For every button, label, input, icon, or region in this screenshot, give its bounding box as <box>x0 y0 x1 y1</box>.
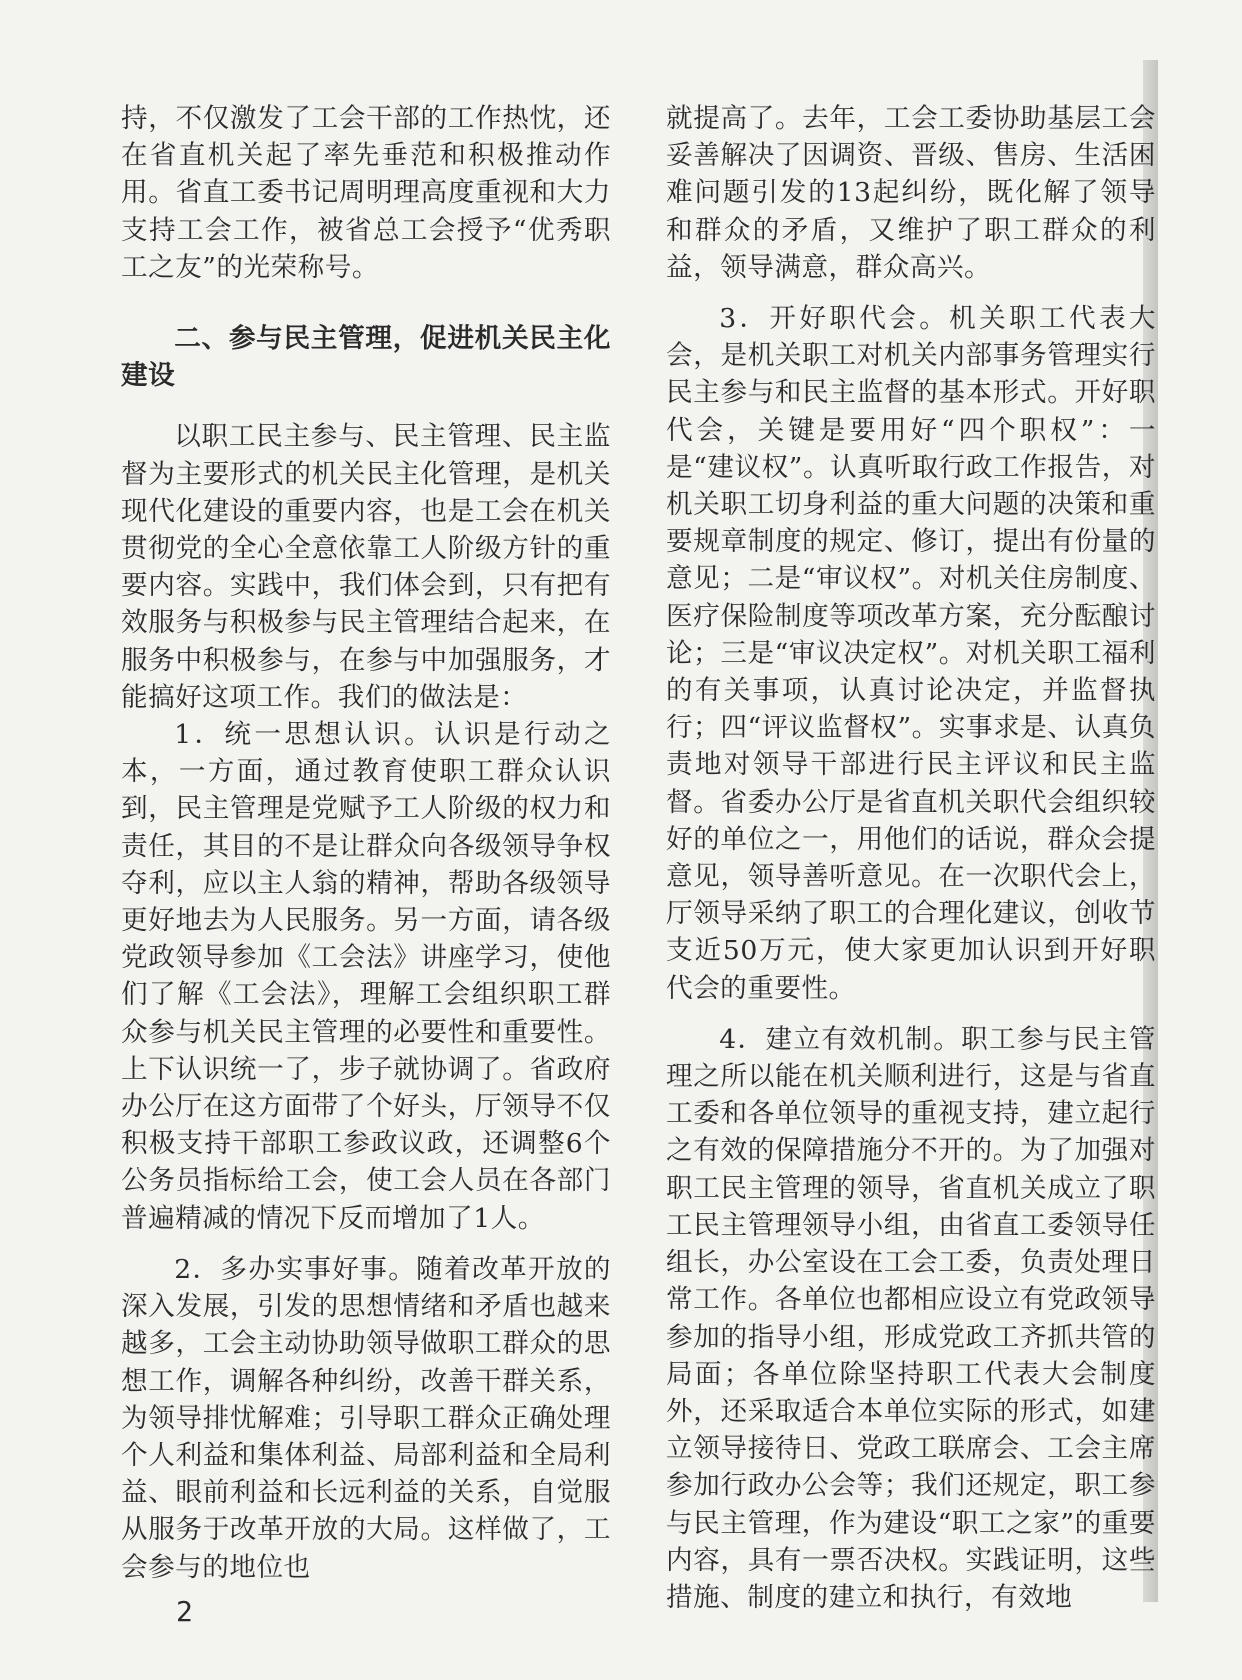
paragraph: 4．建立有效机制。职工参与民主管理之所以能在机关顺利进行，这是与省直工委和各单位领导的重视支持，建立起行之有效的保障措施分不开的。为了加强对职工民主管理的领导，省直机关成立了职工民主管理领导小组，由省直工委领导任组长，办公室设在工会工委，负责处理日常工作。各单位也都相应设立有党政领导参加的指导小组，形成党政工齐抓共管的局面；各单位除坚持职工代表大会制度外，还采取适合本单位实际的形式，如建立领导接待日、党政工联席会、工会主席参加行政办公会等；我们还规定，职工参与民主管理，作为建设“职工之家”的重要内容，具有一票否决权。实践证明，这些措施、制度的建立和执行，有效地 <box>666 1023 1156 1613</box>
page-number: 2 <box>176 1595 193 1628</box>
paragraph: 持，不仅激发了工会干部的工作热忱，还在省直机关起了率先垂范和积极推动作用。省直工委书记周明理高度重视和大力支持工会工作，被省总工会授予“优秀职工之友”的光荣称号。 <box>121 103 611 283</box>
paragraph: 就提高了。去年，工会工委协助基层工会妥善解决了因调资、晋级、售房、生活困难问题引发的13起纠纷，既化解了领导和群众的矛盾，又维护了职工群众的利益，领导满意，群众高兴。 <box>666 103 1156 283</box>
left-column <box>121 100 611 1586</box>
paragraph: 2．多办实事好事。随着改革开放的深入发展，引发的思想情绪和矛盾也越来越多，工会主动协助领导做职工群众的思想工作，调解各种纠纷，改善干群关系，为领导排忧解难；引导职工群众正确处理个人利益和集体利益、局部利益和全局利益、眼前利益和长远利益的关系，自觉服从服务于改革开放的大局。这样做了，工会参与的地位也 <box>121 1253 611 1583</box>
paragraph: 以职工民主参与、民主管理、民主监督为主要形式的机关民主化管理，是机关现代化建设的重要内容，也是工会在机关贯彻党的全心全意依靠工人阶级方针的重要内容。实践中，我们体会到，只有把有效服务与积极参与民主管理结合起来，在服务中积极参与，在参与中加强服务，才能搞好这项工作。我们的做法是： <box>121 421 611 713</box>
paragraph: 3．开好职代会。机关职工代表大会，是机关职工对机关内部事务管理实行民主参与和民主监督的基本形式。开好职代会，关键是要用好“四个职权”：一是“建议权”。认真听取行政工作报告，对机关职工切身利益的重大问题的决策和重要规章制度的规定、修订，提出有份量的意见；二是“审议权”。对机关住房制度、医疗保险制度等项改革方案，充分酝酿讨论；三是“审议决定权”。对机关职工福利的有关事项，认真讨论决定，并监督执行；四“评议监督权”。实事求是、认真负责地对领导干部进行民主评议和民主监督。省委办公厅是省直机关职代会组织较好的单位之一，用他们的话说，群众会提意见，领导善听意见。在一次职代会上，厅领导采纳了职工的合理化建议，创收节支近50万元，使大家更加认识到开好职代会的重要性。 <box>666 303 1156 1004</box>
paragraph: 1．统一思想认识。认识是行动之本，一方面，通过教育使职工群众认识到，民主管理是党赋予工人阶级的权力和责任，其目的不是让群众向各级领导争权夺利，应以主人翁的精神，帮助各级领导更好地去为人民服务。另一方面，请各级党政领导参加《工会法》讲座学习，使他们了解《工会法》，理解工会组织职工群众参与机关民主管理的必要性和重要性。上下认识统一了，步子就协调了。省政府办公厅在这方面带了个好头，厅领导不仅积极支持干部职工参政议政，还调整6个公务员指标给工会，使工会人员在各部门普遍精减的情况下反而增加了1人。 <box>121 719 611 1234</box>
section-heading: 二、参与民主管理，促进机关民主化建设 <box>121 323 611 392</box>
right-column <box>666 100 1156 1616</box>
